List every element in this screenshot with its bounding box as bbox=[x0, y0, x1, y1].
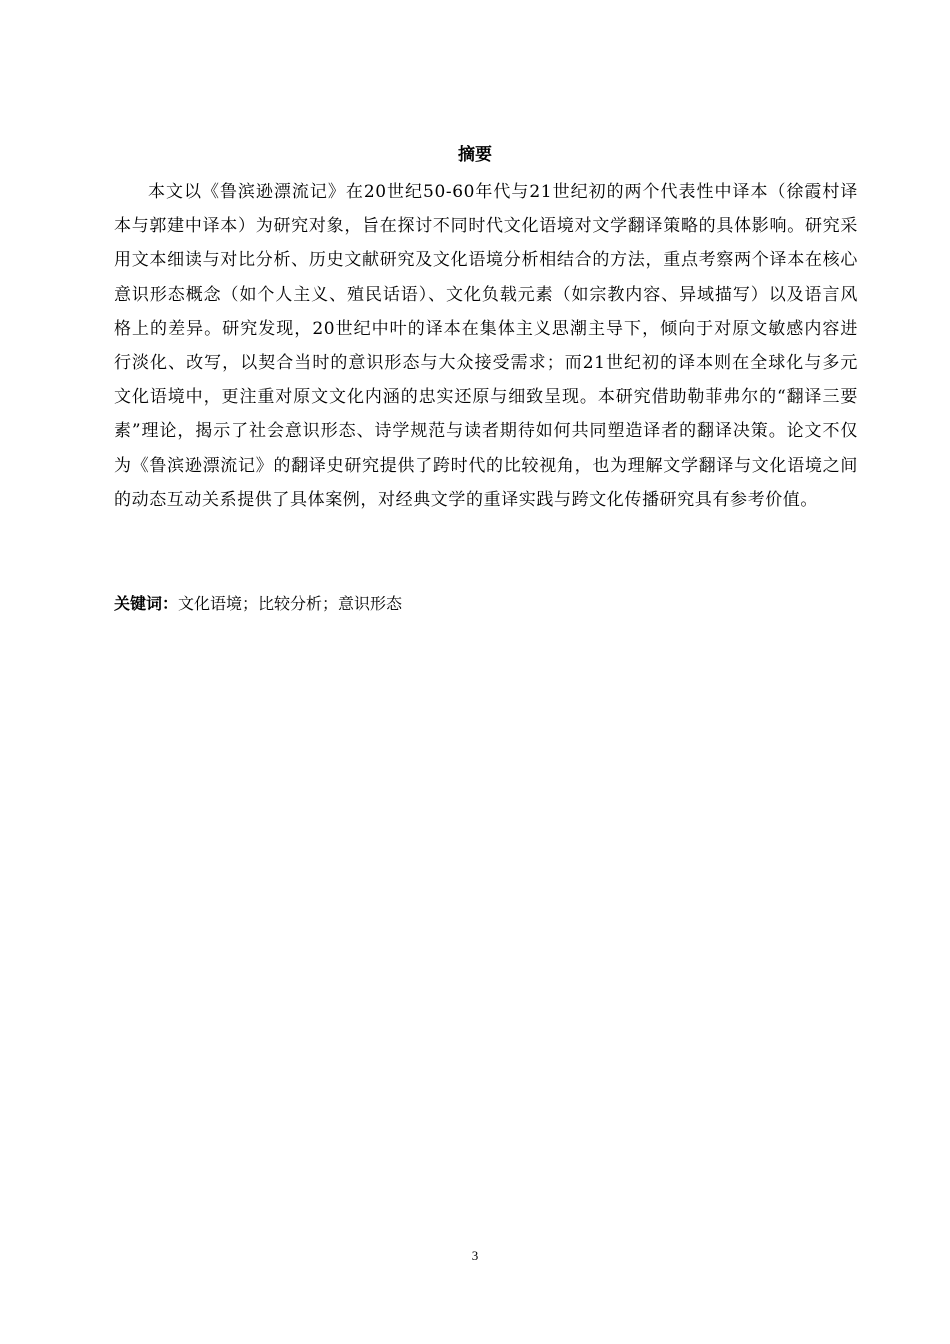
keywords-label: 关键词： bbox=[114, 594, 179, 613]
keywords-line bbox=[114, 591, 858, 617]
keywords-value: 文化语境；比较分析；意识形态 bbox=[178, 594, 403, 613]
page-number: 3 bbox=[471, 1248, 479, 1263]
abstract-title: 摘要 bbox=[458, 145, 492, 165]
abstract-body: 本文以《鲁滨逊漂流记》在20世纪50-60年代与21世纪初的两个代表性中译本（徐霞村译本与郭建中译本）为研究对象，旨在探讨不同时代文化语境对文学翻译策略的具体影响。研究采用文本细读与对比分析、历史文献研究及文化语境分析相结合的方法，重点考察两个译本在核心意识形态概念（如个人主义、殖民话语）、文化负载元素（如宗教内容、异域描写）以及语言风格上的差异。研究发现，20世纪中叶的译本在集体主义思潮主导下，倾向于对原文敏感内容进行淡化、改写，以契合当时的意识形态与大众接受需求；而21世纪初的译本则在全球化与多元文化语境中，更注重对原文文化内涵的忠实还原与细致呈现。本研究借助勒菲弗尔的“翻译三要素”理论，揭示了社会意识形态、诗学规范与读者期待如何共同塑造译者的翻译决策。论文不仅为《鲁滨逊漂流记》的翻译史研究提供了跨时代的比较视角，也为理解文学翻译与文化语境之间的动态互动关系提供了具体案例，对经典文学的重译实践与跨文化传播研究具有参考价值。 bbox=[114, 182, 858, 510]
